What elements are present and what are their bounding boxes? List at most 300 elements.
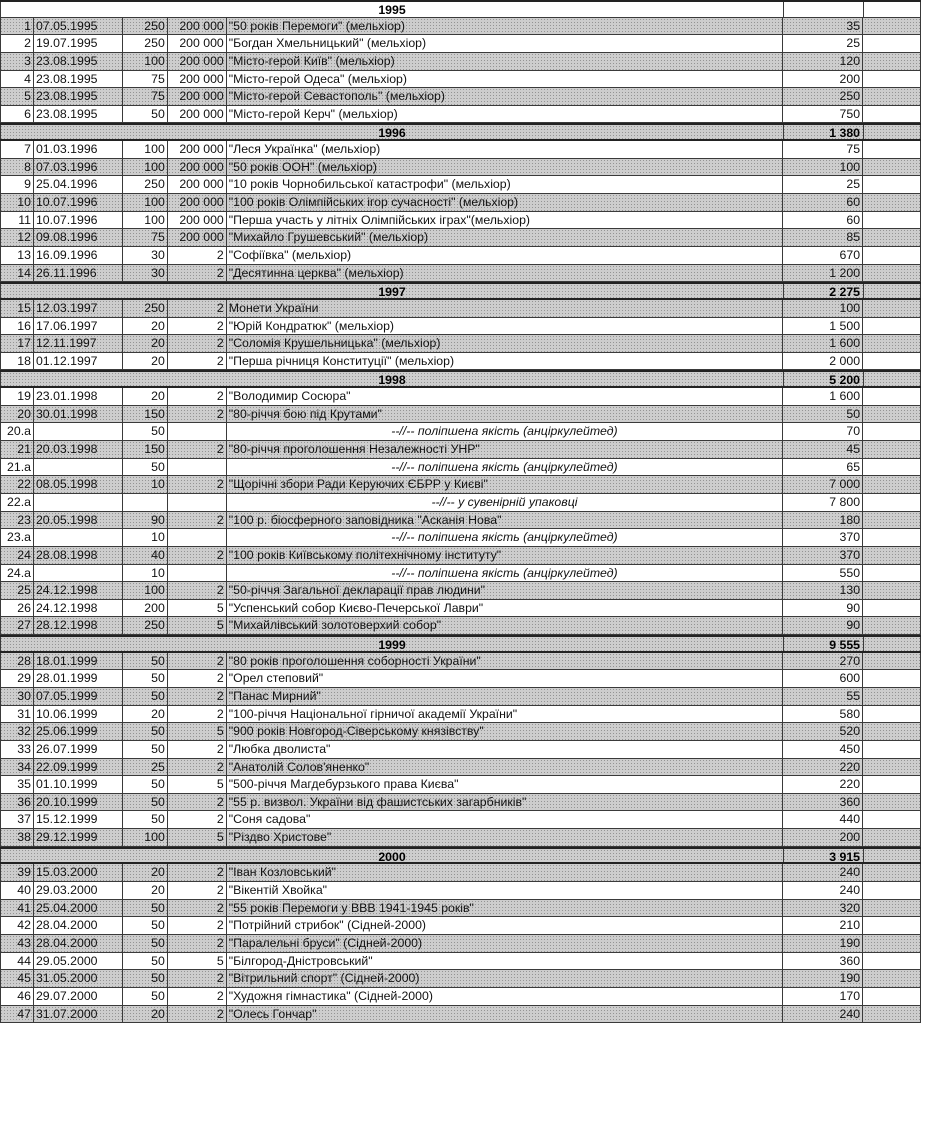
blank-cell xyxy=(863,141,921,158)
blank-cell xyxy=(863,300,921,317)
blank-cell xyxy=(863,229,921,246)
coin-name: "Леся Українка" (мельхіор) xyxy=(227,141,783,158)
coin-name: Монети України xyxy=(227,300,783,317)
issue-date: 26.07.1999 xyxy=(34,741,123,758)
item-number: 36 xyxy=(0,794,34,811)
issue-date: 28.08.1998 xyxy=(34,547,123,564)
coin-name: "Соломія Крушельницька" (мельхіор) xyxy=(227,335,783,352)
quantity: 150 xyxy=(123,406,168,423)
blank-cell xyxy=(863,653,921,670)
table-row xyxy=(0,547,921,565)
item-number: 22.a xyxy=(0,494,34,511)
item-number: 33 xyxy=(0,741,34,758)
blank-cell xyxy=(863,71,921,88)
circulation: 200 000 xyxy=(168,229,227,246)
issue-date: 22.09.1999 xyxy=(34,759,123,776)
coin-name: "Місто-герой Севастополь" (мельхіор) xyxy=(227,88,783,105)
coin-name: "50 років ООН" (мельхіор) xyxy=(227,159,783,176)
price: 370 xyxy=(783,547,863,564)
issue-date: 28.12.1998 xyxy=(34,617,123,634)
circulation: 200 000 xyxy=(168,35,227,52)
item-number: 42 xyxy=(0,917,34,934)
blank-cell xyxy=(864,125,921,139)
item-number: 37 xyxy=(0,811,34,828)
table-row xyxy=(0,653,921,671)
circulation: 5 xyxy=(168,776,227,793)
item-number: 11 xyxy=(0,212,34,229)
quantity: 20 xyxy=(123,882,168,899)
table-row xyxy=(0,882,921,900)
table-row xyxy=(0,441,921,459)
quantity: 75 xyxy=(123,71,168,88)
item-number: 35 xyxy=(0,776,34,793)
circulation: 2 xyxy=(168,900,227,917)
coin-name: --//-- у сувенірній упаковці xyxy=(227,494,783,511)
year-label: 2000 xyxy=(0,849,784,863)
price: 25 xyxy=(783,35,863,52)
circulation xyxy=(168,565,227,582)
price: 240 xyxy=(783,1006,863,1023)
issue-date: 20.03.1998 xyxy=(34,441,123,458)
coin-name: "Щорічні збори Ради Керуючих ЄБРР у Києві" xyxy=(227,476,783,493)
price: 440 xyxy=(783,811,863,828)
circulation: 200 000 xyxy=(168,53,227,70)
item-number: 43 xyxy=(0,935,34,952)
blank-cell xyxy=(863,864,921,881)
blank-cell xyxy=(863,194,921,211)
year-total: 1 380 xyxy=(784,125,864,139)
price: 1 600 xyxy=(783,388,863,405)
blank-cell xyxy=(863,547,921,564)
price: 370 xyxy=(783,529,863,546)
circulation: 2 xyxy=(168,653,227,670)
price: 190 xyxy=(783,970,863,987)
issue-date: 12.11.1997 xyxy=(34,335,123,352)
quantity: 40 xyxy=(123,547,168,564)
year-header-row xyxy=(0,635,921,653)
circulation: 2 xyxy=(168,970,227,987)
circulation: 2 xyxy=(168,265,227,282)
issue-date xyxy=(34,459,123,476)
price: 70 xyxy=(783,423,863,440)
year-header-row xyxy=(0,123,921,141)
issue-date: 15.03.2000 xyxy=(34,864,123,881)
coin-name: "50 років Перемоги" (мельхіор) xyxy=(227,18,783,35)
year-total: 3 915 xyxy=(784,849,864,863)
issue-date: 09.08.1996 xyxy=(34,229,123,246)
item-number: 14 xyxy=(0,265,34,282)
quantity: 50 xyxy=(123,723,168,740)
quantity: 250 xyxy=(123,176,168,193)
quantity: 250 xyxy=(123,617,168,634)
coin-name: "Софіївка" (мельхіор) xyxy=(227,247,783,264)
quantity: 25 xyxy=(123,759,168,776)
item-number: 7 xyxy=(0,141,34,158)
coin-name: "Михайлівський золотоверхий собор" xyxy=(227,617,783,634)
circulation: 2 xyxy=(168,300,227,317)
quantity: 50 xyxy=(123,811,168,828)
quantity: 20 xyxy=(123,335,168,352)
year-label: 1998 xyxy=(0,372,784,386)
blank-cell xyxy=(863,529,921,546)
issue-date: 20.10.1999 xyxy=(34,794,123,811)
table-row xyxy=(0,741,921,759)
blank-cell xyxy=(863,423,921,440)
price: 60 xyxy=(783,194,863,211)
coin-name: "Орел степовий" xyxy=(227,670,783,687)
blank-cell xyxy=(863,741,921,758)
quantity: 50 xyxy=(123,423,168,440)
issue-date xyxy=(34,494,123,511)
quantity: 50 xyxy=(123,794,168,811)
blank-cell xyxy=(863,988,921,1005)
blank-cell xyxy=(863,18,921,35)
table-row xyxy=(0,265,921,283)
circulation: 2 xyxy=(168,441,227,458)
price: 220 xyxy=(783,776,863,793)
circulation: 2 xyxy=(168,406,227,423)
quantity: 250 xyxy=(123,35,168,52)
year-label: 1997 xyxy=(0,284,784,298)
blank-cell xyxy=(863,829,921,846)
circulation: 200 000 xyxy=(168,159,227,176)
coin-name: "55 років Перемоги у ВВВ 1941-1945 років" xyxy=(227,900,783,917)
item-number: 20 xyxy=(0,406,34,423)
coin-name: "Іван Козловський" xyxy=(227,864,783,881)
quantity xyxy=(123,494,168,511)
price: 120 xyxy=(783,53,863,70)
issue-date: 23.08.1995 xyxy=(34,88,123,105)
blank-cell xyxy=(863,882,921,899)
coin-name: "Паралельні бруси" (Сідней-2000) xyxy=(227,935,783,952)
circulation xyxy=(168,494,227,511)
quantity: 50 xyxy=(123,935,168,952)
quantity: 100 xyxy=(123,53,168,70)
item-number: 25 xyxy=(0,582,34,599)
quantity: 20 xyxy=(123,318,168,335)
blank-cell xyxy=(863,335,921,352)
price: 50 xyxy=(783,406,863,423)
table-row xyxy=(0,759,921,777)
issue-date: 29.03.2000 xyxy=(34,882,123,899)
price: 60 xyxy=(783,212,863,229)
coin-name: "Панас Мирний" xyxy=(227,688,783,705)
item-number: 15 xyxy=(0,300,34,317)
coin-name: "Вікентій Хвойка" xyxy=(227,882,783,899)
blank-cell xyxy=(863,318,921,335)
issue-date: 23.08.1995 xyxy=(34,71,123,88)
table-row xyxy=(0,1006,921,1024)
price: 600 xyxy=(783,670,863,687)
circulation: 200 000 xyxy=(168,194,227,211)
price: 550 xyxy=(783,565,863,582)
coin-name: "900 років Новгород-Сіверському князівству" xyxy=(227,723,783,740)
price: 170 xyxy=(783,988,863,1005)
price: 250 xyxy=(783,88,863,105)
price: 220 xyxy=(783,759,863,776)
circulation: 5 xyxy=(168,600,227,617)
blank-cell xyxy=(863,900,921,917)
issue-date: 28.04.2000 xyxy=(34,935,123,952)
blank-cell xyxy=(863,441,921,458)
table-row xyxy=(0,423,921,441)
blank-cell xyxy=(863,476,921,493)
table-row xyxy=(0,953,921,971)
blank-cell xyxy=(863,88,921,105)
table-row xyxy=(0,811,921,829)
quantity: 250 xyxy=(123,18,168,35)
item-number: 20.a xyxy=(0,423,34,440)
blank-cell xyxy=(863,265,921,282)
price: 90 xyxy=(783,617,863,634)
item-number: 46 xyxy=(0,988,34,1005)
year-label: 1999 xyxy=(0,637,784,651)
coin-name: "50-річчя Загальної декларації прав людини" xyxy=(227,582,783,599)
blank-cell xyxy=(863,1006,921,1023)
item-number: 10 xyxy=(0,194,34,211)
issue-date: 08.05.1998 xyxy=(34,476,123,493)
table-row xyxy=(0,494,921,512)
coin-name: "Михайло Грушевський" (мельхіор) xyxy=(227,229,783,246)
issue-date: 25.04.1996 xyxy=(34,176,123,193)
table-row xyxy=(0,988,921,1006)
blank-cell xyxy=(863,106,921,123)
quantity: 20 xyxy=(123,864,168,881)
blank-cell xyxy=(863,176,921,193)
issue-date: 29.07.2000 xyxy=(34,988,123,1005)
circulation: 2 xyxy=(168,864,227,881)
coin-name: "80-річчя проголошення Незалежності УНР" xyxy=(227,441,783,458)
quantity: 50 xyxy=(123,459,168,476)
table-row xyxy=(0,706,921,724)
issue-date: 16.09.1996 xyxy=(34,247,123,264)
blank-cell xyxy=(864,849,921,863)
issue-date: 01.10.1999 xyxy=(34,776,123,793)
quantity: 10 xyxy=(123,476,168,493)
blank-cell xyxy=(863,159,921,176)
circulation: 2 xyxy=(168,741,227,758)
circulation: 2 xyxy=(168,512,227,529)
price: 65 xyxy=(783,459,863,476)
blank-cell xyxy=(863,953,921,970)
blank-cell xyxy=(863,670,921,687)
blank-cell xyxy=(863,970,921,987)
blank-cell xyxy=(863,582,921,599)
table-row xyxy=(0,670,921,688)
issue-date: 10.06.1999 xyxy=(34,706,123,723)
price: 270 xyxy=(783,653,863,670)
table-row xyxy=(0,794,921,812)
coin-name: "55 р. визвол. України від фашистських загарбників" xyxy=(227,794,783,811)
blank-cell xyxy=(863,776,921,793)
item-number: 41 xyxy=(0,900,34,917)
circulation: 2 xyxy=(168,935,227,952)
quantity: 100 xyxy=(123,829,168,846)
coin-name: "Потрійний стрибок" (Сідней-2000) xyxy=(227,917,783,934)
price: 100 xyxy=(783,159,863,176)
coin-name: --//-- поліпшена якість (анціркулейтед) xyxy=(227,565,783,582)
issue-date: 23.08.1995 xyxy=(34,106,123,123)
blank-cell xyxy=(863,688,921,705)
circulation: 2 xyxy=(168,1006,227,1023)
circulation: 2 xyxy=(168,318,227,335)
table-row xyxy=(0,194,921,212)
coin-name: "Юрій Кондратюк" (мельхіор) xyxy=(227,318,783,335)
quantity: 100 xyxy=(123,159,168,176)
table-row xyxy=(0,512,921,530)
item-number: 2 xyxy=(0,35,34,52)
table-row xyxy=(0,900,921,918)
year-header-row xyxy=(0,0,921,18)
quantity: 250 xyxy=(123,300,168,317)
quantity: 20 xyxy=(123,1006,168,1023)
price: 320 xyxy=(783,900,863,917)
issue-date: 10.07.1996 xyxy=(34,212,123,229)
table-row xyxy=(0,71,921,89)
table-row xyxy=(0,935,921,953)
blank-cell xyxy=(863,935,921,952)
circulation xyxy=(168,459,227,476)
coin-name: "Богдан Хмельницький" (мельхіор) xyxy=(227,35,783,52)
table-row xyxy=(0,106,921,124)
circulation: 2 xyxy=(168,670,227,687)
blank-cell xyxy=(863,494,921,511)
item-number: 22 xyxy=(0,476,34,493)
table-row xyxy=(0,406,921,424)
issue-date: 28.01.1999 xyxy=(34,670,123,687)
price: 520 xyxy=(783,723,863,740)
issue-date: 29.05.2000 xyxy=(34,953,123,970)
table-row xyxy=(0,970,921,988)
issue-date: 23.08.1995 xyxy=(34,53,123,70)
coin-name: "100 років Київському політехнічному інституту" xyxy=(227,547,783,564)
price: 580 xyxy=(783,706,863,723)
coin-name: "Володимир Сосюра" xyxy=(227,388,783,405)
quantity: 50 xyxy=(123,670,168,687)
blank-cell xyxy=(863,706,921,723)
coin-name: "Вітрильний спорт" (Сідней-2000) xyxy=(227,970,783,987)
item-number: 19 xyxy=(0,388,34,405)
blank-cell xyxy=(863,459,921,476)
blank-cell xyxy=(863,353,921,370)
table-row xyxy=(0,53,921,71)
table-row xyxy=(0,18,921,36)
price: 55 xyxy=(783,688,863,705)
quantity: 50 xyxy=(123,741,168,758)
quantity: 50 xyxy=(123,988,168,1005)
issue-date: 15.12.1999 xyxy=(34,811,123,828)
price: 35 xyxy=(783,18,863,35)
circulation: 2 xyxy=(168,476,227,493)
table-row xyxy=(0,159,921,177)
coin-name: "80 років проголошення соборності України" xyxy=(227,653,783,670)
circulation: 2 xyxy=(168,988,227,1005)
quantity: 50 xyxy=(123,688,168,705)
table-row xyxy=(0,141,921,159)
circulation: 200 000 xyxy=(168,18,227,35)
circulation xyxy=(168,423,227,440)
blank-cell xyxy=(863,247,921,264)
price: 90 xyxy=(783,600,863,617)
quantity: 100 xyxy=(123,141,168,158)
coin-name: "Перша участь у літніх Олімпійських іграх"(мельхіор) xyxy=(227,212,783,229)
blank-cell xyxy=(863,811,921,828)
issue-date xyxy=(34,423,123,440)
table-row xyxy=(0,212,921,230)
table-row xyxy=(0,353,921,371)
table-row xyxy=(0,247,921,265)
issue-date: 01.03.1996 xyxy=(34,141,123,158)
year-total xyxy=(784,2,864,17)
circulation: 2 xyxy=(168,759,227,776)
year-header-row xyxy=(0,370,921,388)
issue-date: 26.11.1996 xyxy=(34,265,123,282)
price: 190 xyxy=(783,935,863,952)
issue-date: 10.07.1996 xyxy=(34,194,123,211)
circulation: 200 000 xyxy=(168,141,227,158)
coin-name: "100-річчя Національної гірничої академії України" xyxy=(227,706,783,723)
item-number: 23.a xyxy=(0,529,34,546)
table-row xyxy=(0,723,921,741)
coin-name: "Різдво Христове" xyxy=(227,829,783,846)
quantity: 10 xyxy=(123,565,168,582)
price: 750 xyxy=(783,106,863,123)
issue-date: 12.03.1997 xyxy=(34,300,123,317)
item-number: 6 xyxy=(0,106,34,123)
table-row xyxy=(0,829,921,847)
coin-name: "Олесь Гончар" xyxy=(227,1006,783,1023)
issue-date: 28.04.2000 xyxy=(34,917,123,934)
item-number: 47 xyxy=(0,1006,34,1023)
item-number: 9 xyxy=(0,176,34,193)
issue-date: 20.05.1998 xyxy=(34,512,123,529)
quantity: 20 xyxy=(123,353,168,370)
blank-cell xyxy=(863,35,921,52)
table-row xyxy=(0,529,921,547)
blank-cell xyxy=(863,617,921,634)
quantity: 75 xyxy=(123,88,168,105)
coin-name: "Успенський собор Києво-Печерської Лаври" xyxy=(227,600,783,617)
issue-date xyxy=(34,529,123,546)
coin-name: "Любка дволиста" xyxy=(227,741,783,758)
blank-cell xyxy=(864,2,921,17)
issue-date: 24.12.1998 xyxy=(34,582,123,599)
quantity: 50 xyxy=(123,953,168,970)
item-number: 27 xyxy=(0,617,34,634)
item-number: 26 xyxy=(0,600,34,617)
price: 240 xyxy=(783,864,863,881)
circulation: 200 000 xyxy=(168,106,227,123)
year-label: 1995 xyxy=(0,2,784,17)
price: 1 200 xyxy=(783,265,863,282)
table-row xyxy=(0,229,921,247)
issue-date: 24.12.1998 xyxy=(34,600,123,617)
coin-name: "10 років Чорнобильської катастрофи" (мельхіор) xyxy=(227,176,783,193)
item-number: 44 xyxy=(0,953,34,970)
item-number: 3 xyxy=(0,53,34,70)
item-number: 1 xyxy=(0,18,34,35)
price: 240 xyxy=(783,882,863,899)
price: 670 xyxy=(783,247,863,264)
coin-name: --//-- поліпшена якість (анціркулейтед) xyxy=(227,529,783,546)
circulation: 2 xyxy=(168,811,227,828)
table-row xyxy=(0,476,921,494)
item-number: 28 xyxy=(0,653,34,670)
item-number: 24.a xyxy=(0,565,34,582)
blank-cell xyxy=(863,53,921,70)
blank-cell xyxy=(863,723,921,740)
quantity: 50 xyxy=(123,970,168,987)
